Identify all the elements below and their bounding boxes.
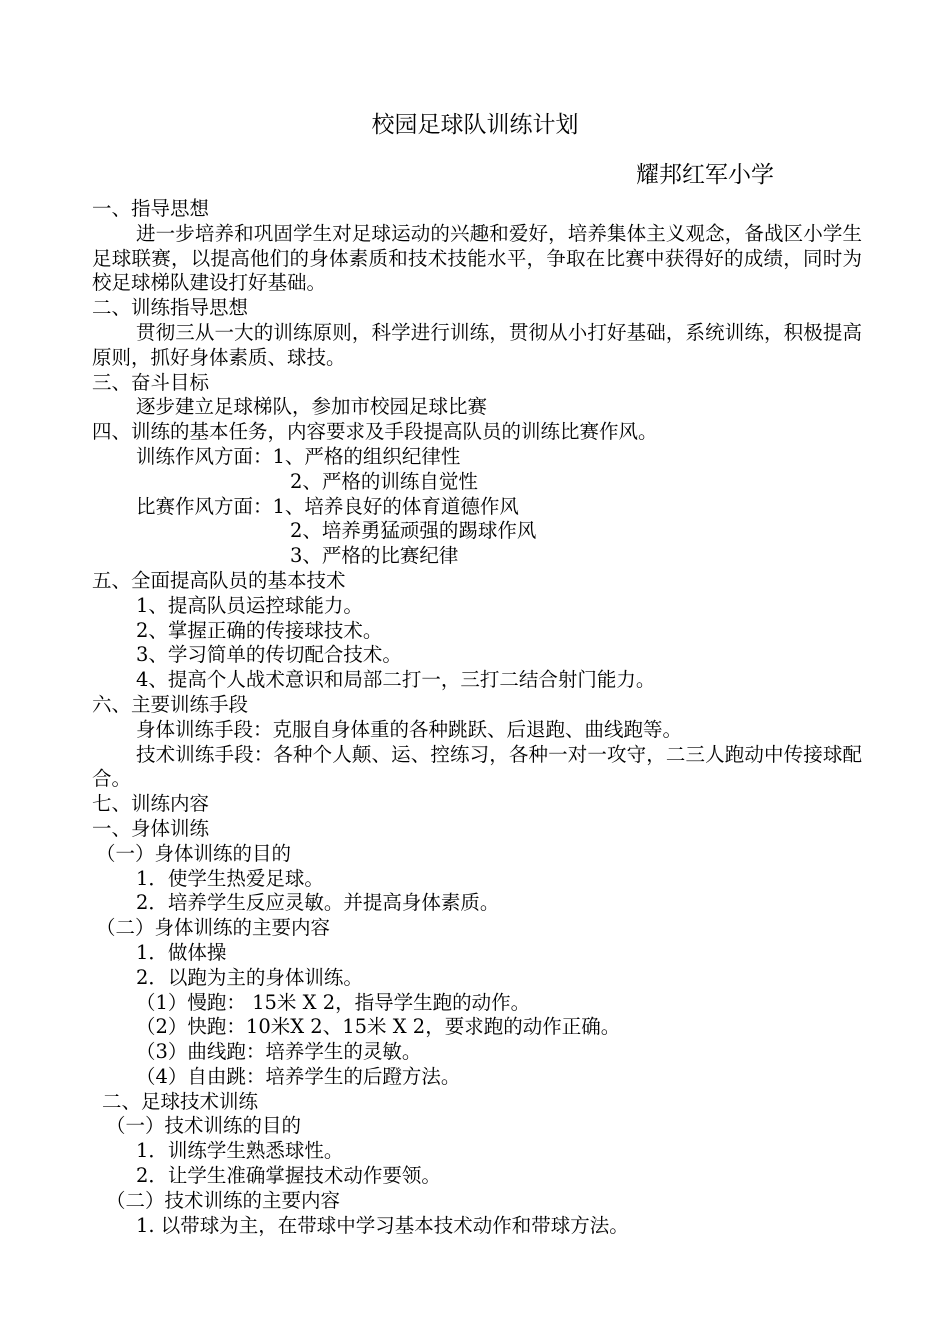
list-item: 比赛作风方面：1、培养良好的体育道德作风	[136, 494, 519, 518]
paragraph: 技术训练手段：各种个人颠、运、控练习，各种一对一攻守，二三人跑动中传接球配合。	[92, 742, 862, 791]
school-name: 耀邦红军小学	[636, 162, 774, 188]
section-heading: 四、训练的基本任务，内容要求及手段提高队员的训练比赛作风。	[92, 420, 658, 444]
subsection-heading: （二）技术训练的主要内容	[106, 1188, 341, 1212]
list-item: 3、严格的比赛纪律	[290, 544, 459, 568]
subsection-heading: （二）身体训练的主要内容	[96, 916, 331, 940]
subsection-heading: （一）身体训练的目的	[96, 841, 292, 865]
subsection-heading: 二、足球技术训练	[102, 1089, 259, 1113]
list-item: 训练作风方面：1、严格的组织纪律性	[136, 444, 461, 468]
list-item: 1、提高队员运控球能力。	[136, 593, 363, 617]
list-item: 1．做体操	[136, 940, 227, 964]
paragraph: 贯彻三从一大的训练原则，科学进行训练，贯彻从小打好基础，系统训练，积极提高原则，抓好身体素质、球技。	[92, 320, 862, 369]
paragraph: 逐步建立足球梯队，参加市校园足球比赛	[136, 395, 488, 419]
list-item: 2、掌握正确的传接球技术。	[136, 618, 383, 642]
paragraph: 身体训练手段：克服自身体重的各种跳跃、后退跑、曲线跑等。	[136, 717, 683, 741]
list-item: 3、学习简单的传切配合技术。	[136, 643, 402, 667]
section-heading: 六、主要训练手段	[92, 692, 249, 716]
section-heading: 一、指导思想	[92, 197, 210, 220]
list-item: （4）自由跳：培养学生的后蹬方法。	[136, 1064, 461, 1088]
document-title: 校园足球队训练计划	[371, 112, 579, 138]
section-heading: 三、奋斗目标	[92, 370, 210, 394]
list-item: 1. 以带球为主，在带球中学习基本技术动作和带球方法。	[136, 1213, 629, 1237]
document-body	[92, 197, 862, 1238]
subsection-heading: （一）技术训练的目的	[106, 1114, 302, 1138]
list-item: （1）慢跑： 15米 X 2，指导学生跑的动作。	[136, 990, 531, 1014]
list-item: 2．让学生准确掌握技术动作要领。	[136, 1164, 441, 1188]
list-item: （3）曲线跑：培养学生的灵敏。	[136, 1040, 422, 1064]
list-item: 2、培养勇猛顽强的踢球作风	[290, 519, 537, 543]
section-heading: 二、训练指导思想	[92, 296, 249, 320]
section-heading: 五、全面提高队员的基本技术	[92, 568, 346, 592]
list-item: 2．以跑为主的身体训练。	[136, 965, 363, 989]
list-item: 4、提高个人战术意识和局部二打一，三打二结合射门能力。	[136, 668, 656, 692]
list-item: （2）快跑：10米X 2、15米 X 2，要求跑的动作正确。	[136, 1015, 621, 1039]
section-heading: 七、训练内容	[92, 792, 210, 816]
list-item: 1．训练学生熟悉球性。	[136, 1139, 344, 1163]
subsection-heading: 一、身体训练	[92, 816, 210, 840]
list-item: 2．培养学生反应灵敏。并提高身体素质。	[136, 891, 500, 915]
list-item: 1．使学生热爱足球。	[136, 866, 324, 890]
list-item: 2、严格的训练自觉性	[290, 469, 478, 493]
paragraph: 进一步培养和巩固学生对足球运动的兴趣和爱好，培养集体主义观念，备战区小学生足球联赛，以提高他们的身体素质和技术技能水平，争取在比赛中获得好的成绩，同时为校足球梯队建设打好基础。	[92, 221, 862, 295]
